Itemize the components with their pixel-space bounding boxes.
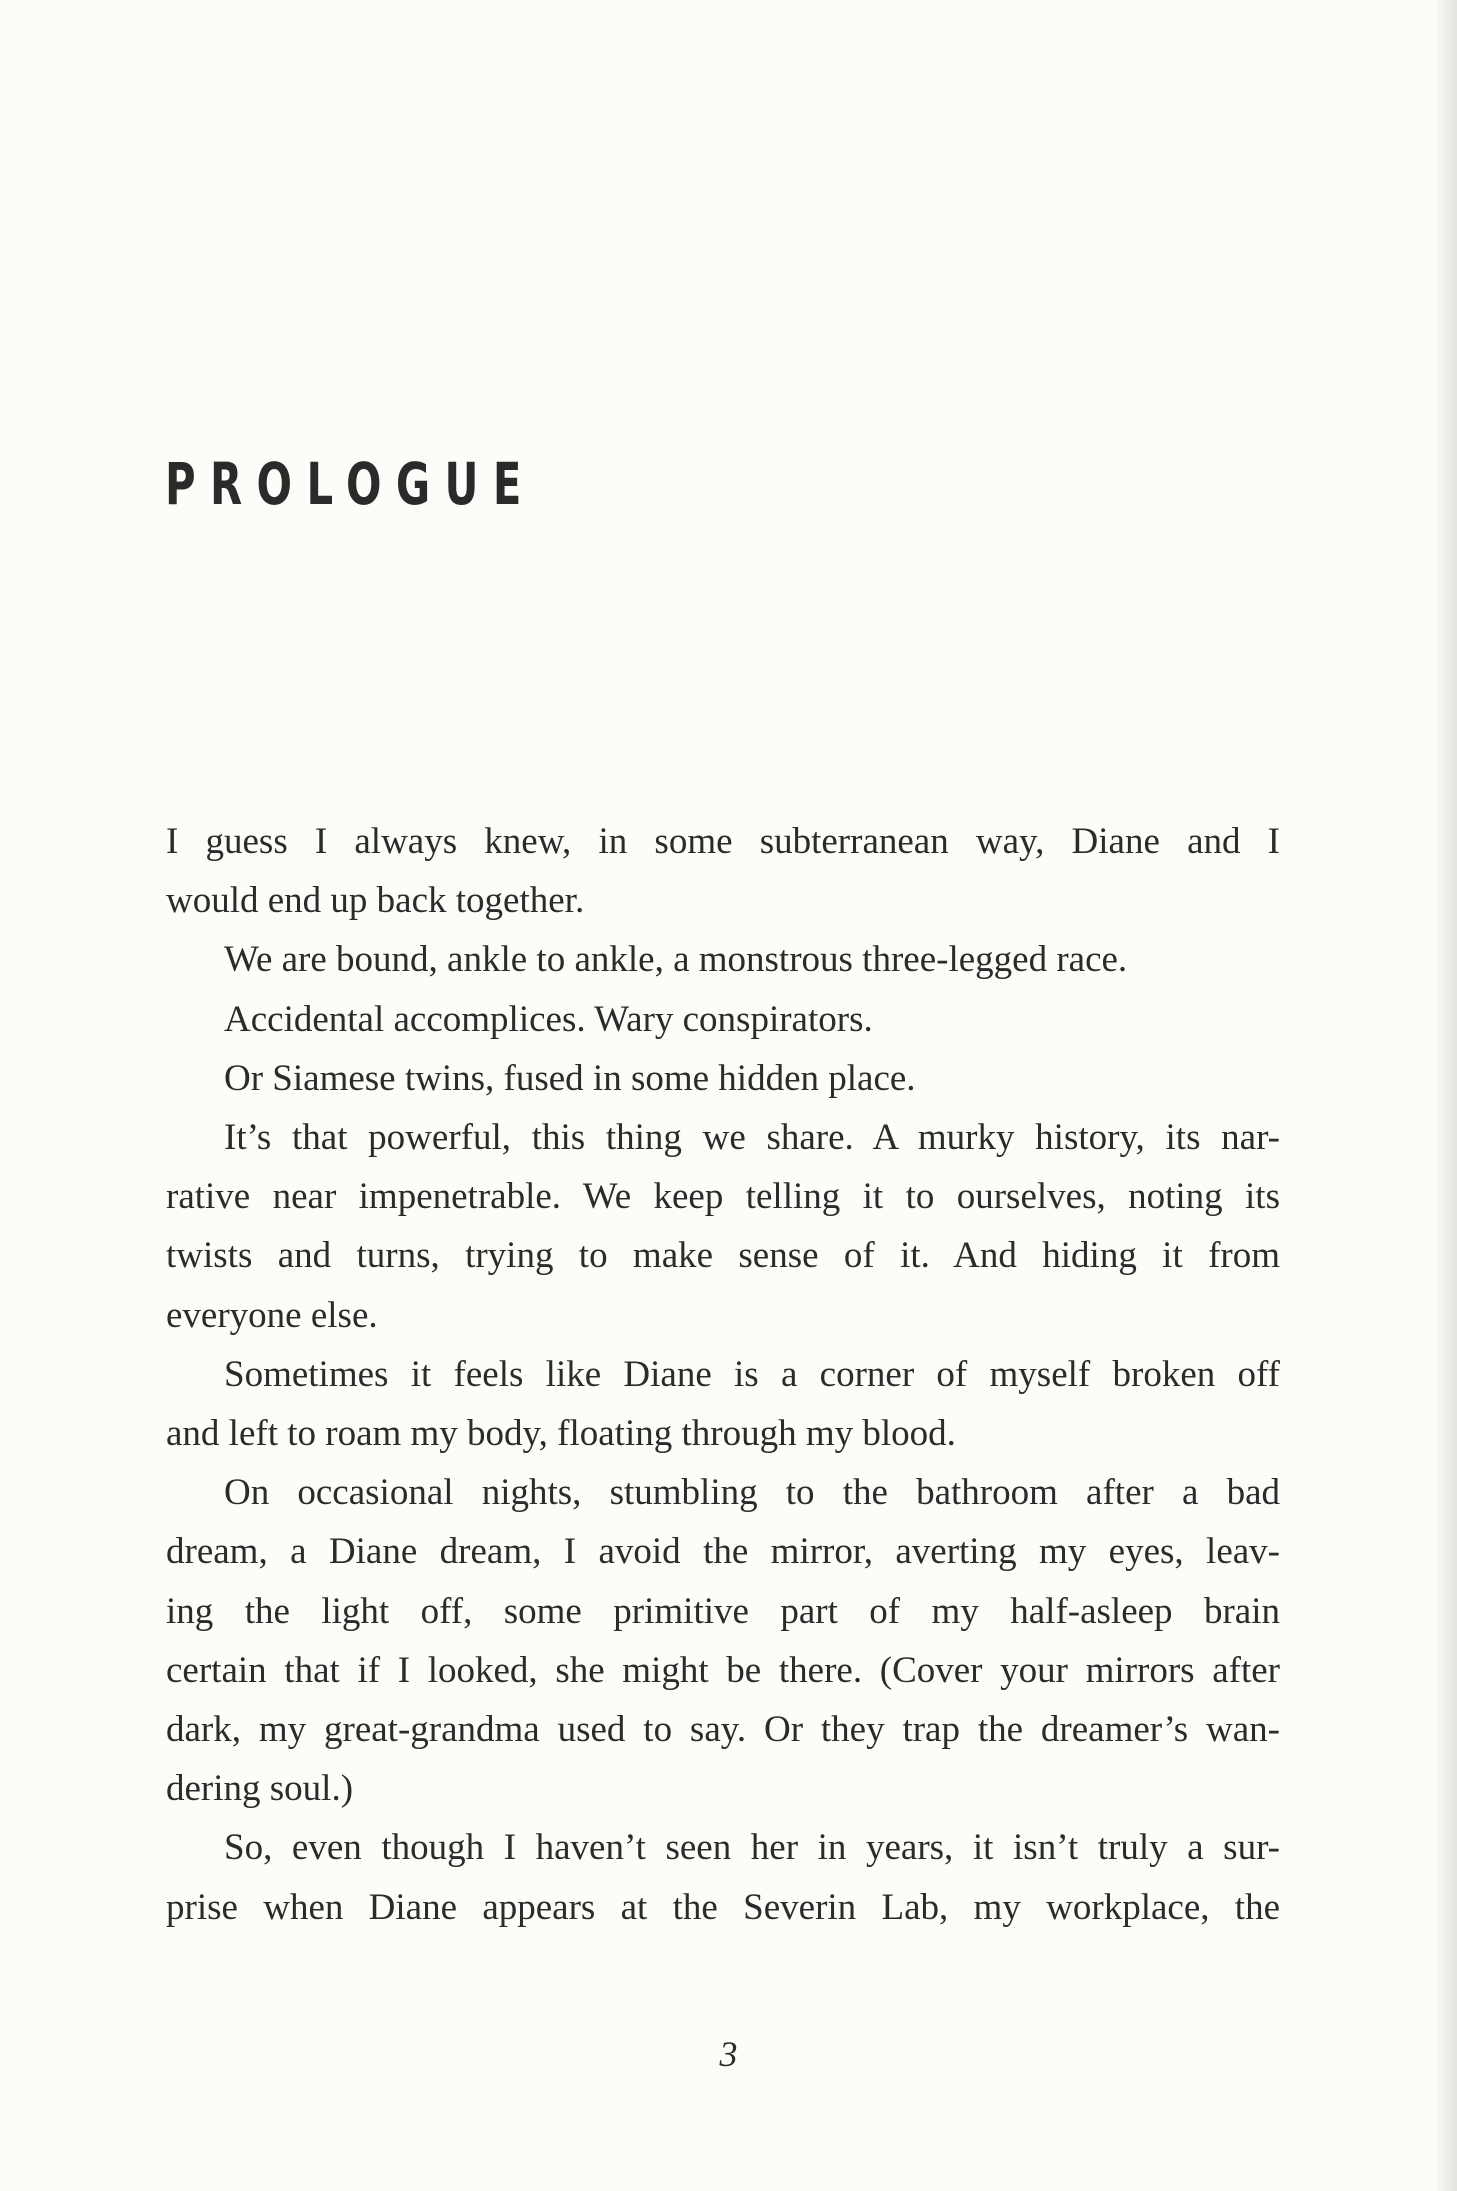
text-line: and left to roam my body, floating through my blood. — [166, 1413, 956, 1455]
text-line: Sometimes it feels like Diane is a corner of myself broken off — [224, 1353, 1280, 1395]
text-line: So, even though I haven’t seen her in years, it isn’t truly a sur- — [224, 1827, 1280, 1869]
paragraph — [166, 1345, 1280, 1463]
text-line: dering soul.) — [166, 1768, 354, 1810]
paragraph — [166, 990, 1280, 1049]
text-line: rative near impenetrable. We keep telling it to ourselves, noting its — [166, 1176, 1280, 1218]
paragraph — [166, 930, 1280, 989]
text-line: It’s that powerful, this thing we share. A murky history, its nar- — [224, 1117, 1280, 1159]
paragraph — [166, 1463, 1280, 1818]
text-line: Or Siamese twins, fused in some hidden place. — [224, 1057, 916, 1099]
text-line: I guess I always knew, in some subterranean way, Diane and I — [166, 821, 1280, 862]
text-line: certain that if I looked, she might be there. (Cover your mirrors after — [166, 1649, 1280, 1691]
text-line: Accidental accomplices. Wary conspirators. — [224, 998, 873, 1040]
text-line: prise when Diane appears at the Severin Lab, my workplace, the — [166, 1886, 1280, 1928]
chapter-title: PROLOGUE — [165, 450, 536, 518]
text-line: twists and turns, trying to make sense of it. And hiding it from — [166, 1235, 1280, 1277]
paragraph — [166, 1049, 1280, 1108]
text-line: dark, my great-grandma used to say. Or they trap the dreamer’s wan- — [166, 1709, 1280, 1751]
text-line: On occasional nights, stumbling to the bathroom after a bad — [224, 1472, 1280, 1514]
paragraph — [166, 1818, 1280, 1936]
text-line: dream, a Diane dream, I avoid the mirror, averting my eyes, leav- — [166, 1531, 1280, 1573]
text-line: We are bound, ankle to ankle, a monstrous three-legged race. — [224, 939, 1128, 981]
body-text — [166, 812, 1280, 1937]
text-line: ing the light off, some primitive part of my half-asleep brain — [166, 1590, 1280, 1632]
text-line: would end up back together. — [166, 880, 585, 922]
paragraph — [166, 1108, 1280, 1345]
page-gutter-shadow — [1435, 0, 1457, 2191]
text-line: everyone else. — [166, 1294, 378, 1336]
paragraph — [166, 812, 1280, 930]
page-number: 3 — [719, 2034, 738, 2074]
